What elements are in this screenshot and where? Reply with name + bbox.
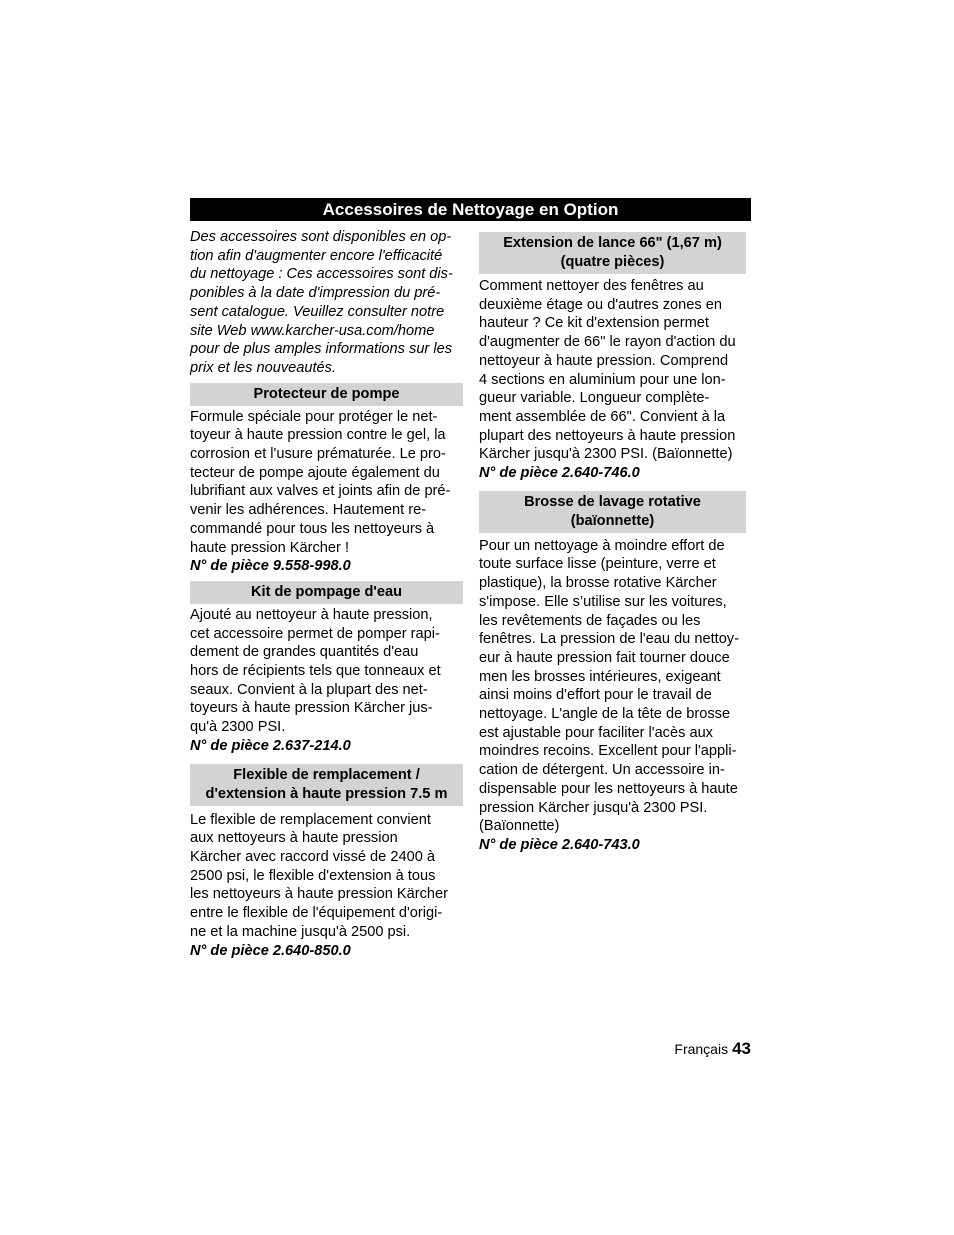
text-line: tecteur de pompe ajoute également du — [190, 464, 440, 481]
text-line: Le flexible de remplacement convient — [190, 811, 431, 828]
left-column — [190, 228, 463, 960]
text-line: du nettoyage : Ces accessoires sont dis- — [190, 266, 453, 283]
footer-language: Français — [674, 1041, 729, 1057]
heading-pump-protector — [190, 383, 463, 406]
text-line: toyeurs à haute pression Kärcher jus- — [190, 700, 433, 717]
text-line: deuxième étage ou d'autres zones en — [479, 296, 722, 313]
heading-line: Kit de pompage d'eau — [250, 583, 403, 600]
text-line: cet accessoire permet de pomper rapi- — [190, 625, 440, 642]
text-line: d'augmenter de 66" le rayon d'action du — [479, 334, 736, 351]
text-line: plupart des nettoyeurs à haute pression — [479, 427, 736, 444]
text-line: men les brosses intérieures, exigeant — [479, 668, 721, 685]
text-line: cation de détergent. Un accessoire in- — [479, 762, 725, 779]
text-line: ment assemblée de 66". Convient à la — [479, 408, 726, 425]
text-line: s'impose. Elle s’utilise sur les voitures, — [479, 593, 727, 610]
heading-line: Protecteur de pompe — [253, 385, 400, 402]
wand-extension-description — [479, 277, 746, 464]
part-number: N° de pièce 2.640-746.0 — [479, 465, 640, 482]
rotating-brush-description — [479, 537, 746, 836]
text-line: hauteur ? Ce kit d'extension permet — [479, 315, 709, 332]
text-line: 4 sections en aluminium pour une lon- — [479, 371, 726, 388]
page-footer — [674, 1038, 751, 1060]
text-line: (Baïonnette) — [479, 818, 560, 835]
text-line: seaux. Convient à la plupart des net- — [190, 681, 428, 698]
text-line: toyeur à haute pression contre le gel, la — [190, 427, 446, 444]
heading-water-pump-kit — [190, 581, 463, 604]
replacement-hose-description — [190, 811, 463, 942]
heading-line: Brosse de lavage rotative — [524, 493, 701, 510]
intro-paragraph — [190, 228, 463, 378]
text-line: dement de grandes quantités d'eau — [190, 644, 419, 661]
heading-line: Flexible de remplacement / — [233, 766, 420, 783]
text-line: Pour un nettoyage à moindre effort de — [479, 537, 725, 554]
text-line: Ajouté au nettoyeur à haute pression, — [190, 606, 433, 623]
heading-line: d'extension à haute pression 7.5 m — [205, 785, 448, 802]
part-number: N° de pièce 2.640-743.0 — [479, 836, 640, 853]
section-title: Accessoires de Nettoyage en Option — [190, 198, 751, 221]
heading-replacement-hose — [190, 764, 463, 806]
text-line: commandé pour tous les nettoyeurs à — [190, 520, 435, 537]
text-line: gueur variable. Longueur complète- — [479, 390, 710, 407]
text-line: venir les adhérences. Hautement re- — [190, 502, 427, 519]
text-line: dispensable pour les nettoyeurs à haute — [479, 780, 738, 797]
part-number: N° de pièce 9.558-998.0 — [190, 558, 351, 575]
text-line: tion afin d'augmenter encore l'efficacité — [190, 247, 443, 264]
right-column — [479, 232, 746, 855]
page-number: 43 — [732, 1039, 751, 1058]
text-line: qu'à 2300 PSI. — [190, 719, 286, 736]
text-line: hors de récipients tels que tonneaux et — [190, 663, 441, 680]
part-number: N° de pièce 2.640-850.0 — [190, 942, 351, 959]
text-line: corrosion et l'usure prématurée. Le pro- — [190, 446, 446, 463]
text-line: Des accessoires sont disponibles en op- — [190, 229, 452, 245]
text-line: lubrifiant aux valves et joints afin de pré- — [190, 483, 451, 500]
heading-rotating-brush — [479, 491, 746, 533]
text-line: Comment nettoyer des fenêtres au — [479, 278, 704, 294]
text-line: plastique), la brosse rotative Kärcher — [479, 575, 717, 592]
text-line: nettoyeur à haute pression. Comprend — [479, 352, 729, 369]
text-line: ponibles à la date d'impression du pré- — [190, 285, 441, 302]
text-line: nettoyage. L'angle de la tête de brosse — [479, 706, 731, 723]
heading-line: Extension de lance 66" (1,67 m) — [503, 235, 722, 251]
text-line: moindres recoins. Excellent pour l'appli- — [479, 743, 737, 760]
text-line: est ajustable pour faciliter l'acès aux — [479, 724, 713, 741]
water-pump-kit-description — [190, 606, 463, 737]
text-line: fenêtres. La pression de l'eau du nettoy- — [479, 631, 739, 648]
text-line: ne et la machine jusqu'à 2500 psi. — [190, 923, 411, 940]
text-line: Formule spéciale pour protéger le net- — [190, 408, 438, 425]
text-line: entre le flexible de l'équipement d'origi- — [190, 905, 443, 922]
text-line: les nettoyeurs à haute pression Kärcher — [190, 886, 448, 903]
text-line: pour de plus amples informations sur les — [190, 341, 453, 358]
text-line: toute surface lisse (peinture, verre et — [479, 556, 716, 573]
text-line: site Web www.karcher-usa.com/home — [190, 322, 435, 339]
pump-protector-description — [190, 408, 463, 558]
text-line: Kärcher jusqu'à 2300 PSI. (Baïonnette) — [479, 446, 733, 463]
text-line: sent catalogue. Veuillez consulter notre — [190, 303, 445, 320]
text-line: eur à haute pression fait tourner douce — [479, 649, 730, 666]
part-number: N° de pièce 2.637-214.0 — [190, 737, 351, 754]
text-line: haute pression Kärcher ! — [190, 539, 349, 556]
text-line: Kärcher avec raccord vissé de 2400 à — [190, 848, 435, 865]
text-line: pression Kärcher jusqu'à 2300 PSI. — [479, 799, 708, 816]
text-line: les revêtements de façades ou les — [479, 612, 701, 629]
text-line: ainsi moins d'effort pour le travail de — [479, 687, 712, 704]
heading-line: (quatre pièces) — [560, 254, 665, 270]
text-line: 2500 psi, le flexible d'extension à tous — [190, 867, 436, 884]
heading-wand-extension — [479, 232, 746, 274]
heading-line: (baïonnette) — [570, 512, 655, 529]
text-line: prix et les nouveautés. — [190, 359, 337, 376]
text-line: aux nettoyeurs à haute pression — [190, 830, 398, 847]
